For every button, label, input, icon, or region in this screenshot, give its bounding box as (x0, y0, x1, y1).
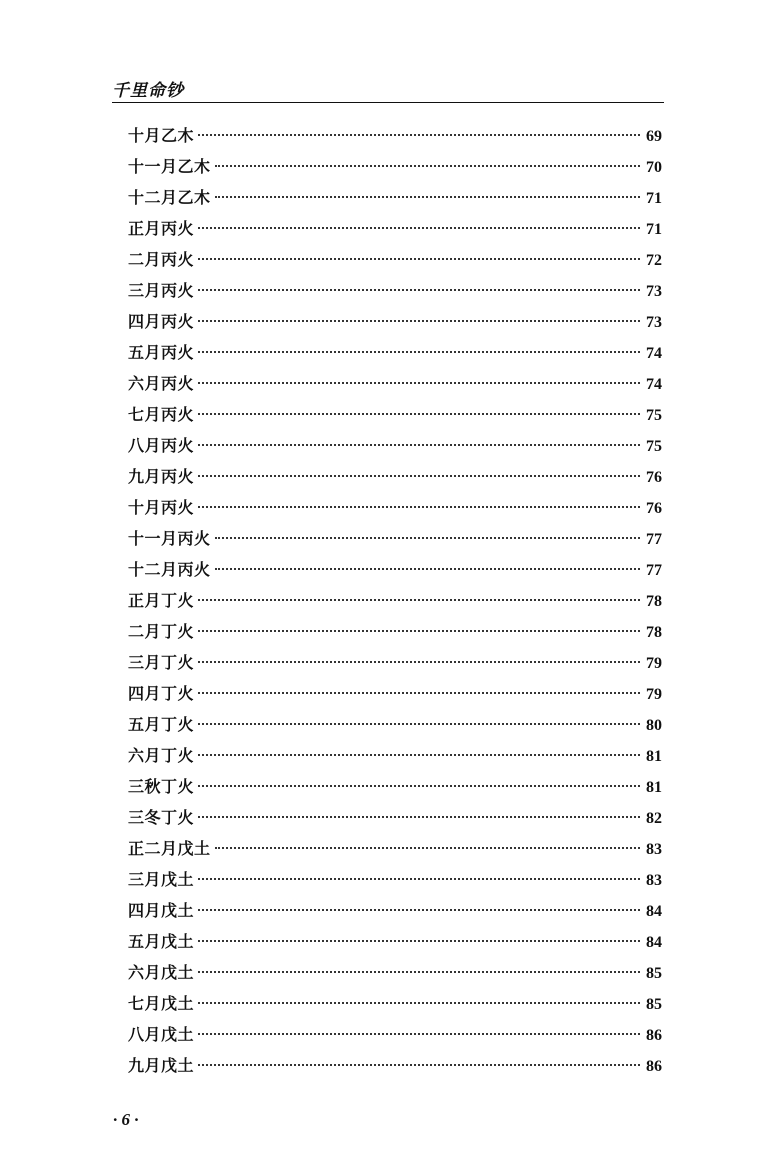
toc-entry (128, 988, 662, 1019)
toc-entry-title: 二月丙火 (128, 250, 195, 269)
toc-entry-page: 86 (646, 1027, 662, 1044)
toc-entry-title: 九月丙火 (128, 467, 195, 486)
dot-leader (198, 134, 640, 136)
toc-entry-title: 正二月戊土 (128, 839, 211, 858)
toc-entry-title: 五月戊土 (128, 932, 195, 951)
toc-entry (128, 461, 662, 492)
toc-entry (128, 399, 662, 430)
dot-leader (198, 1064, 640, 1066)
toc-entry-page: 86 (646, 1058, 662, 1075)
dot-leader (215, 165, 640, 167)
toc-entry (128, 585, 662, 616)
toc-entry (128, 1019, 662, 1050)
toc-entry-title: 十月乙木 (128, 126, 195, 145)
toc-entry-page: 79 (646, 655, 662, 672)
toc-entry-title: 六月戊土 (128, 963, 195, 982)
toc-entry (128, 244, 662, 275)
toc-entry-page: 76 (646, 500, 662, 517)
toc-entry-title: 六月丙火 (128, 374, 195, 393)
page-header (112, 74, 664, 103)
toc-entry-title: 三月丙火 (128, 281, 195, 300)
toc-entry (128, 523, 662, 554)
dot-leader (198, 785, 640, 787)
table-of-contents (128, 120, 662, 1081)
toc-entry-title: 十一月乙木 (128, 157, 211, 176)
toc-entry-page: 72 (646, 252, 662, 269)
toc-entry (128, 306, 662, 337)
dot-leader (198, 320, 640, 322)
toc-entry-page: 75 (646, 438, 662, 455)
dot-leader (215, 196, 640, 198)
dot-leader (198, 444, 640, 446)
toc-entry-title: 十一月丙火 (128, 529, 211, 548)
toc-entry (128, 926, 662, 957)
toc-entry-page: 69 (646, 128, 662, 145)
toc-entry-page: 83 (646, 872, 662, 889)
toc-entry (128, 213, 662, 244)
toc-entry (128, 275, 662, 306)
toc-entry-title: 十二月丙火 (128, 560, 211, 579)
dot-leader (198, 816, 640, 818)
toc-entry-page: 83 (646, 841, 662, 858)
dot-leader (215, 568, 640, 570)
toc-entry-title: 正月丁火 (128, 591, 195, 610)
toc-entry (128, 740, 662, 771)
dot-leader (198, 661, 640, 663)
toc-entry-page: 80 (646, 717, 662, 734)
toc-entry (128, 647, 662, 678)
dot-leader (198, 909, 640, 911)
dot-leader (198, 723, 640, 725)
toc-entry-page: 73 (646, 314, 662, 331)
toc-entry-page: 78 (646, 624, 662, 641)
toc-entry-title: 九月戊土 (128, 1056, 195, 1075)
toc-entry-page: 85 (646, 965, 662, 982)
book-title: 千里命钞 (112, 81, 184, 101)
toc-entry-title: 三冬丁火 (128, 808, 195, 827)
dot-leader (198, 258, 640, 260)
toc-entry-title: 三月戊土 (128, 870, 195, 889)
dot-leader (215, 537, 640, 539)
toc-entry-page: 73 (646, 283, 662, 300)
toc-entry (128, 864, 662, 895)
toc-entry-page: 74 (646, 376, 662, 393)
dot-leader (198, 475, 640, 477)
toc-entry (128, 182, 662, 213)
toc-entry-page: 75 (646, 407, 662, 424)
dot-leader (198, 692, 640, 694)
dot-leader (198, 351, 640, 353)
toc-entry (128, 430, 662, 461)
toc-entry (128, 833, 662, 864)
toc-entry-title: 四月丁火 (128, 684, 195, 703)
toc-entry-title: 二月丁火 (128, 622, 195, 641)
toc-entry-title: 七月丙火 (128, 405, 195, 424)
toc-entry (128, 492, 662, 523)
dot-leader (198, 599, 640, 601)
toc-entry (128, 120, 662, 151)
toc-entry (128, 678, 662, 709)
toc-entry (128, 616, 662, 647)
toc-entry-title: 八月戊土 (128, 1025, 195, 1044)
dot-leader (198, 506, 640, 508)
dot-leader (198, 940, 640, 942)
dot-leader (198, 1002, 640, 1004)
dot-leader (198, 1033, 640, 1035)
toc-entry-page: 71 (646, 221, 662, 238)
toc-entry-title: 七月戊土 (128, 994, 195, 1013)
toc-entry-title: 四月丙火 (128, 312, 195, 331)
toc-entry (128, 337, 662, 368)
toc-entry-page: 81 (646, 748, 662, 765)
toc-entry (128, 554, 662, 585)
dot-leader (198, 878, 640, 880)
dot-leader (215, 847, 640, 849)
toc-entry-page: 79 (646, 686, 662, 703)
toc-entry-page: 74 (646, 345, 662, 362)
dot-leader (198, 630, 640, 632)
toc-entry-title: 三月丁火 (128, 653, 195, 672)
toc-entry-title: 正月丙火 (128, 219, 195, 238)
toc-entry-title: 五月丁火 (128, 715, 195, 734)
toc-entry-page: 77 (646, 562, 662, 579)
toc-entry (128, 895, 662, 926)
toc-entry-title: 五月丙火 (128, 343, 195, 362)
toc-entry-title: 四月戊土 (128, 901, 195, 920)
dot-leader (198, 382, 640, 384)
toc-entry-page: 84 (646, 934, 662, 951)
toc-entry (128, 771, 662, 802)
toc-entry-page: 82 (646, 810, 662, 827)
toc-entry-page: 76 (646, 469, 662, 486)
toc-entry-page: 84 (646, 903, 662, 920)
page-number: · 6 · (113, 1110, 139, 1129)
toc-entry (128, 709, 662, 740)
toc-entry-page: 77 (646, 531, 662, 548)
toc-entry-title: 十月丙火 (128, 498, 195, 517)
toc-entry-page: 78 (646, 593, 662, 610)
dot-leader (198, 754, 640, 756)
toc-entry-title: 六月丁火 (128, 746, 195, 765)
toc-entry (128, 1050, 662, 1081)
dot-leader (198, 971, 640, 973)
toc-entry (128, 368, 662, 399)
dot-leader (198, 289, 640, 291)
toc-entry (128, 151, 662, 182)
toc-entry (128, 802, 662, 833)
toc-entry-title: 八月丙火 (128, 436, 195, 455)
toc-entry-page: 85 (646, 996, 662, 1013)
toc-entry-title: 三秋丁火 (128, 777, 195, 796)
toc-entry-page: 71 (646, 190, 662, 207)
toc-entry-page: 81 (646, 779, 662, 796)
dot-leader (198, 227, 640, 229)
toc-entry-page: 70 (646, 159, 662, 176)
toc-entry (128, 957, 662, 988)
dot-leader (198, 413, 640, 415)
toc-entry-title: 十二月乙木 (128, 188, 211, 207)
